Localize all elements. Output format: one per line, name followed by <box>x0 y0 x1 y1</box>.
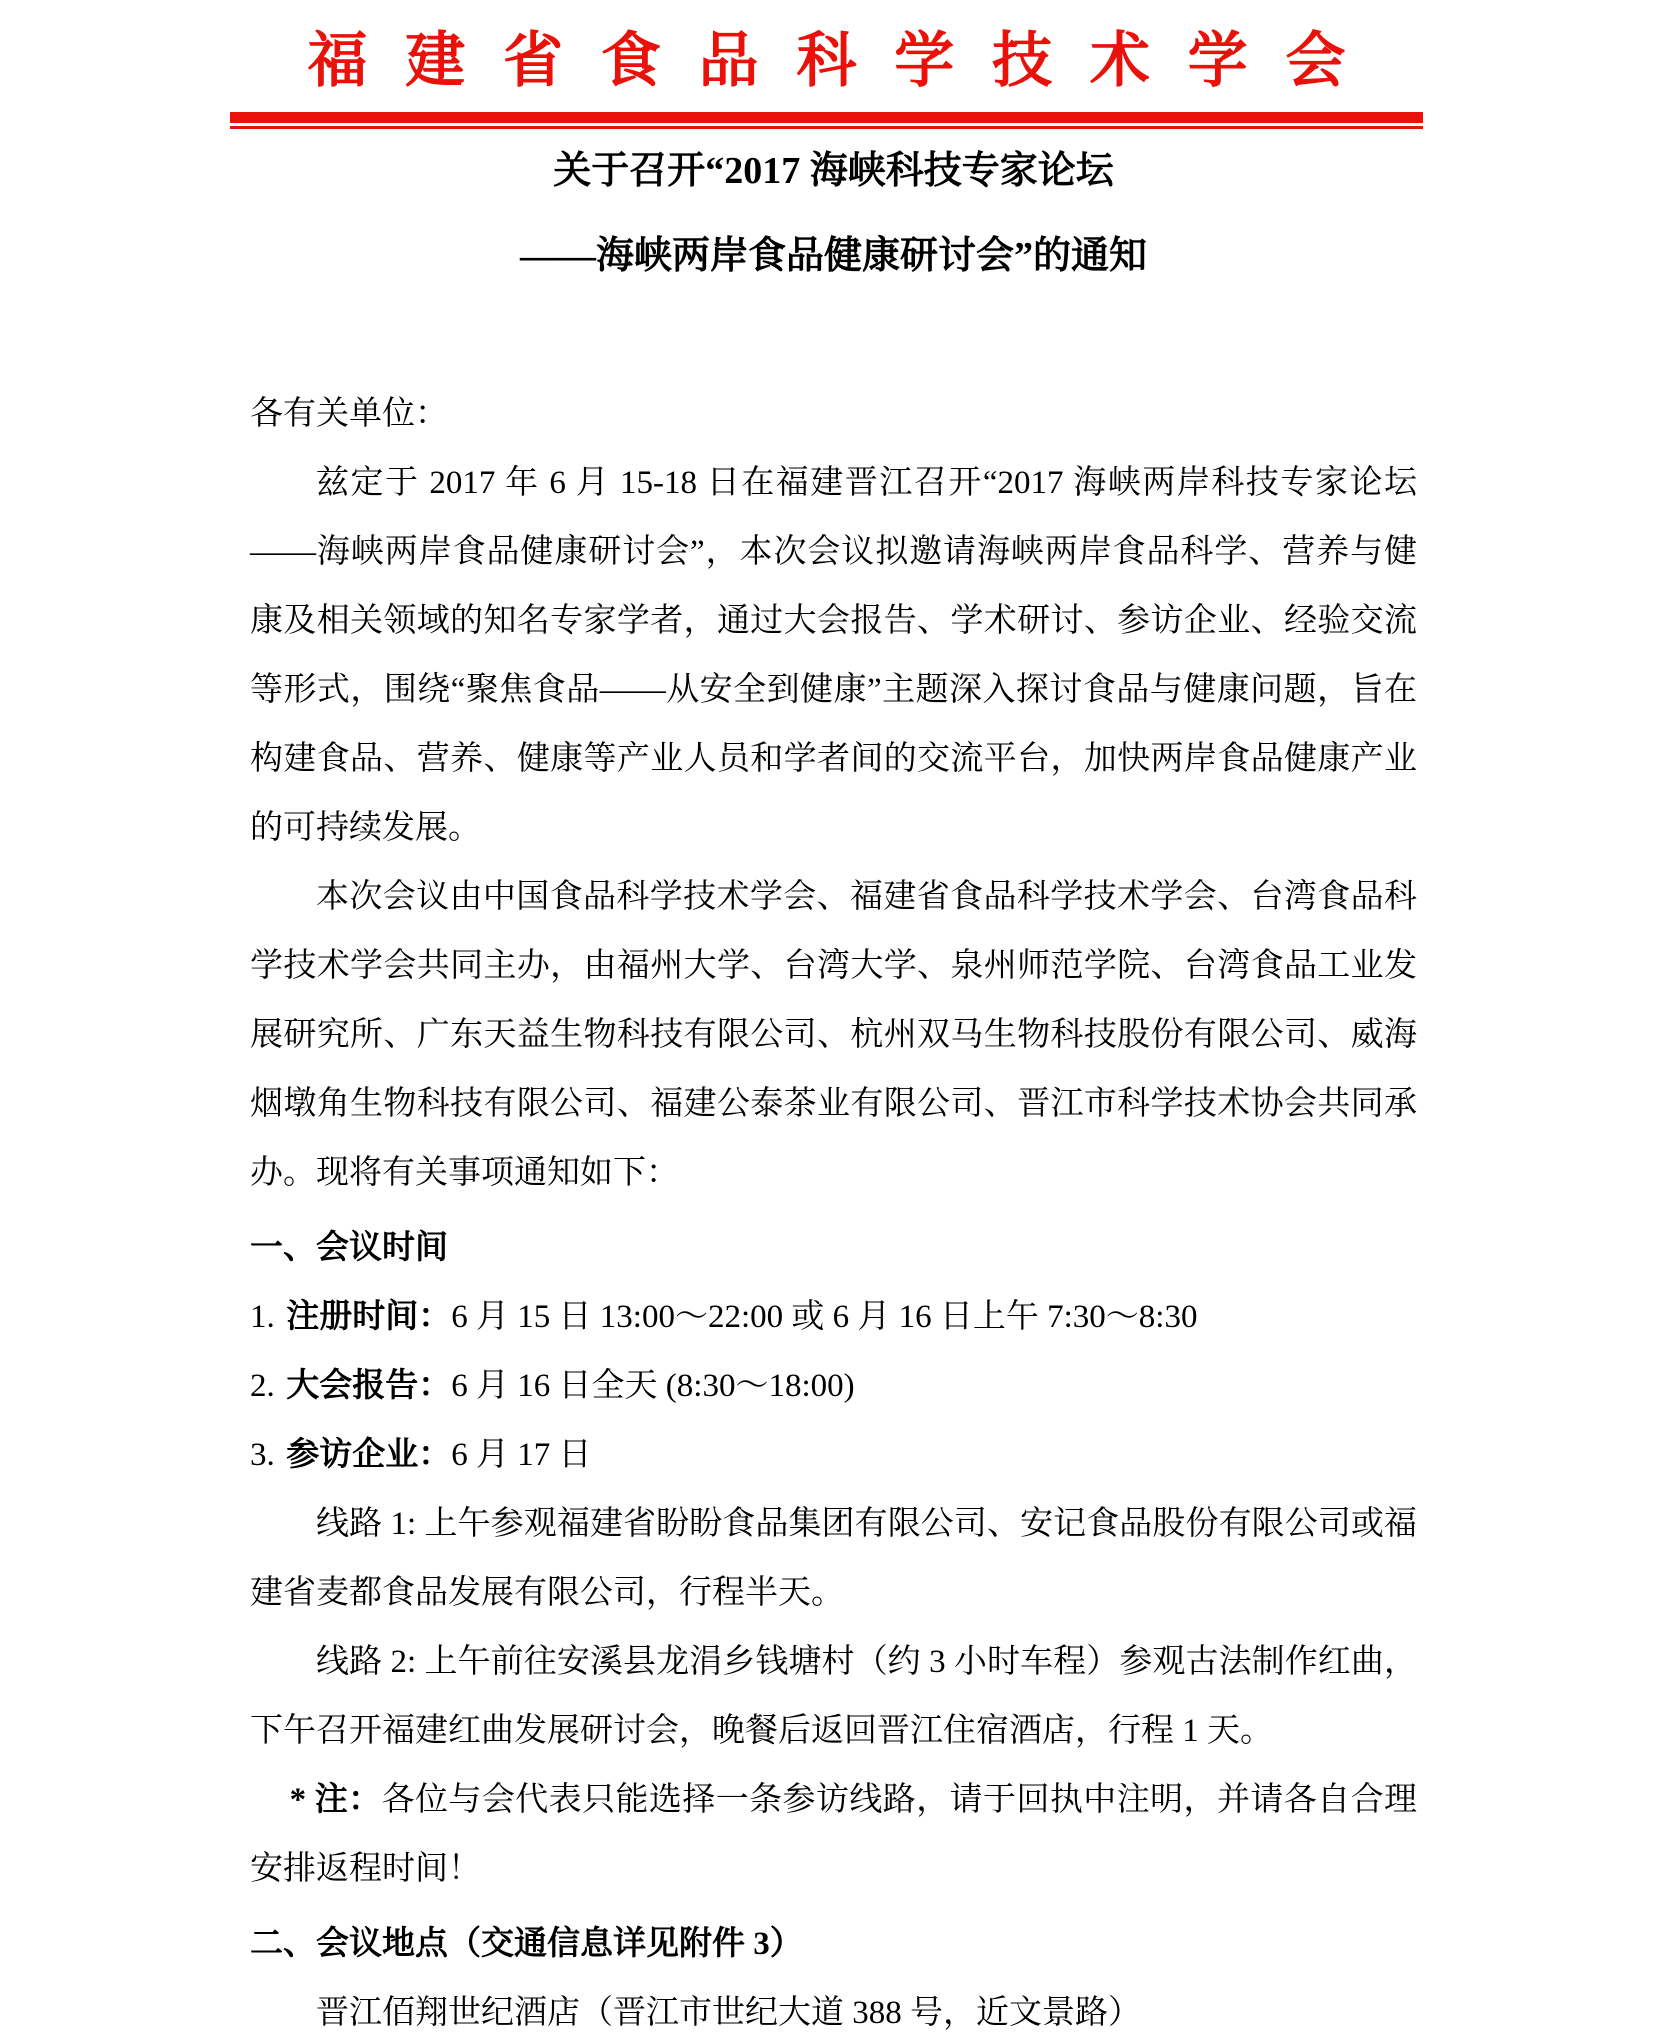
letterhead-org-name: 福建省食品科学技术学会 <box>307 28 1384 94</box>
item-label: 大会报告： <box>286 1368 452 1404</box>
venue-line: 晋江佰翔世纪酒店（晋江市世纪大道 388 号，近文景路） <box>316 1995 1141 2031</box>
item-text: 6 月 16 日全天 (8:30～18:00) <box>451 1368 855 1404</box>
section1-heading: 一、会议时间 <box>250 1230 448 1266</box>
notice-title-line1: 关于召开“2017 海峡科技专家论坛 <box>553 150 1114 192</box>
intro-paragraph: 兹定于 2017 年 6 月 15-18 日在福建晋江召开“2017 海峡两岸科技专家论坛——海峡两岸食品健康研讨会”，本次会议拟邀请海峡两岸食品科学、营养与健康及相关领域的知名专家学者，通过大会报告、学术研讨、参访企业、经验交流等形式，围绕“聚焦食品——从安全到健康”主题深入探讨食品与健康问题，旨在构建食品、营养、健康等产业人员和学者间的交流平台，加快两岸食品健康产业的可持续发展。 <box>250 465 1417 846</box>
item-number: 1. <box>250 1299 275 1335</box>
item-text: 6 月 17 日 <box>451 1437 592 1473</box>
notice-title-line2: ——海峡两岸食品健康研讨会”的通知 <box>519 235 1147 277</box>
schedule-item-reports <box>250 1352 1417 1421</box>
notice-body <box>250 380 1417 2042</box>
schedule-item-registration <box>250 1283 1417 1352</box>
salutation: 各有关单位： <box>250 396 448 432</box>
schedule-item-visits <box>250 1421 1417 1490</box>
organizer-paragraph: 本次会议由中国食品科学技术学会、福建省食品科学技术学会、台湾食品科学技术学会共同主办，由福州大学、台湾大学、泉州师范学院、台湾食品工业发展研究所、广东天益生物科技有限公司、杭州双马生物科技股份有限公司、威海烟墩角生物科技有限公司、福建公泰茶业有限公司、晋江市科学技术协会共同承办。现将有关事项通知如下： <box>250 879 1417 1191</box>
note-paragraph <box>250 1766 1417 1904</box>
note-text: 各位与会代表只能选择一条参访线路，请于回执中注明，并请各自合理安排返程时间！ <box>250 1782 1418 1887</box>
note-label: * 注： <box>289 1782 382 1818</box>
section2-heading: 二、会议地点（交通信息详见附件 3） <box>250 1926 803 1962</box>
item-text: 6 月 15 日 13:00～22:00 或 6 月 16 日上午 7:30～8:30 <box>451 1299 1198 1335</box>
letterhead-double-rule <box>230 112 1423 129</box>
item-label: 注册时间： <box>286 1299 452 1335</box>
route1-paragraph: 线路 1: 上午参观福建省盼盼食品集团有限公司、安记食品股份有限公司或福建省麦都食品发展有限公司，行程半天。 <box>250 1506 1417 1611</box>
route2-paragraph: 线路 2: 上午前往安溪县龙涓乡钱塘村（约 3 小时车程）参观古法制作红曲，下午召开福建红曲发展研讨会，晚餐后返回晋江住宿酒店，行程 1 天。 <box>250 1644 1417 1749</box>
item-number: 2. <box>250 1368 275 1404</box>
item-label: 参访企业： <box>286 1437 452 1473</box>
item-number: 3. <box>250 1437 275 1473</box>
